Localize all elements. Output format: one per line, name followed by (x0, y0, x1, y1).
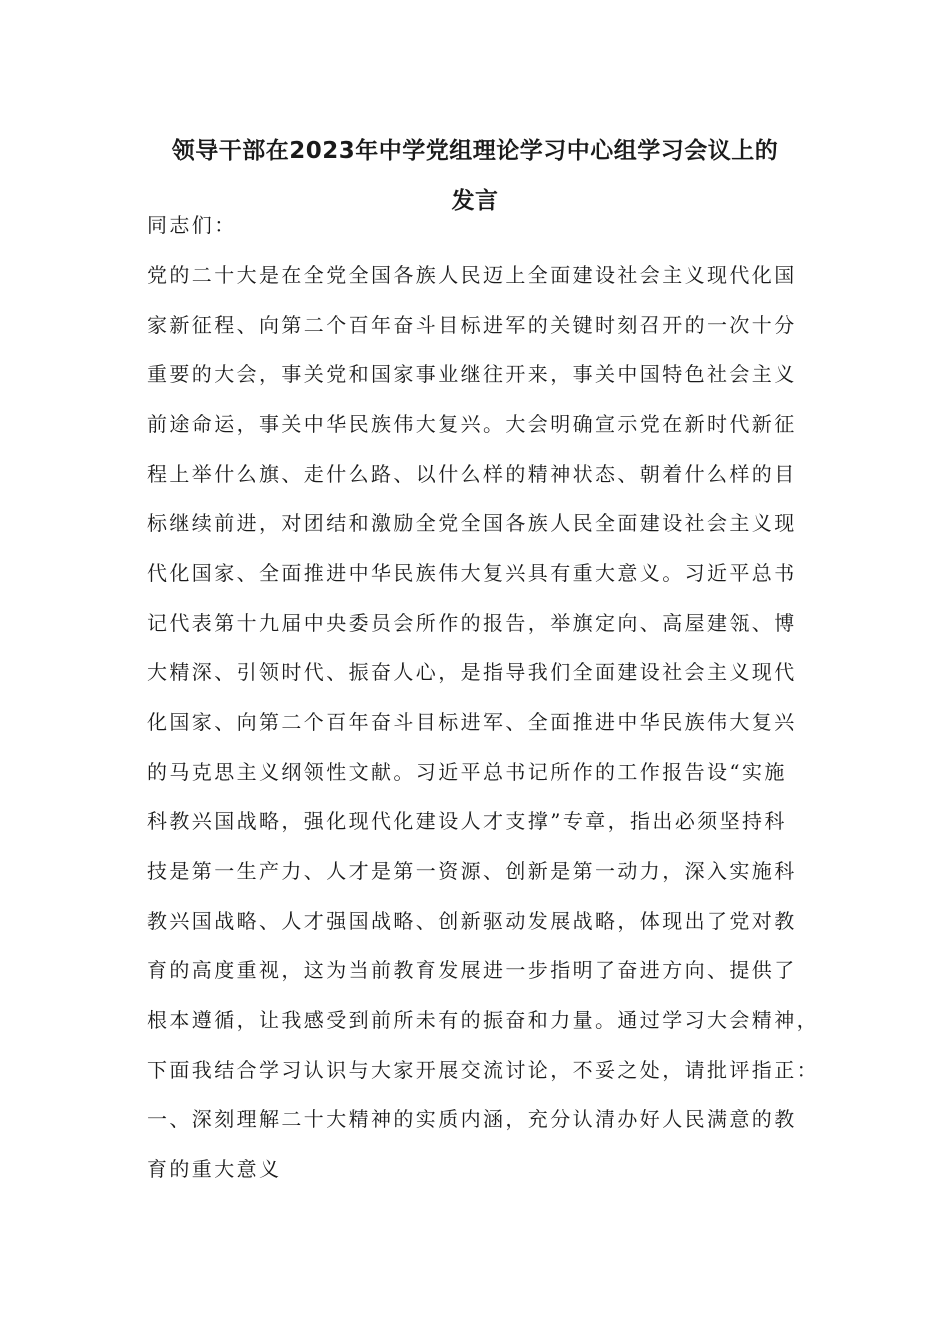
paragraph-line: 代化国家、全面推进中华民族伟大复兴具有重大意义。习近平总书 (147, 561, 797, 585)
document-title-line-2: 发言 (451, 188, 499, 214)
document-title-line-1: 领导干部在2023年中学党组理论学习中心组学习会议上的 (171, 138, 779, 164)
paragraph-line: 大精深、引领时代、振奋人心，是指导我们全面建设社会主义现代 (147, 660, 797, 684)
section-heading-line: 一、深刻理解二十大精神的实质内涵，充分认清办好人民满意的教 (147, 1107, 797, 1131)
paragraph-line: 下面我结合学习认识与大家开展交流讨论，不妥之处，请批评指正： (147, 1058, 819, 1082)
paragraph-line: 程上举什么旗、走什么路、以什么样的精神状态、朝着什么样的目 (147, 462, 797, 486)
paragraph-line: 重要的大会，事关党和国家事业继往开来，事关中国特色社会主义 (147, 362, 797, 386)
paragraph-line: 家新征程、向第二个百年奋斗目标进军的关键时刻召开的一次十分 (147, 313, 797, 337)
paragraph-line: 前途命运，事关中华民族伟大复兴。大会明确宣示党在新时代新征 (147, 412, 797, 436)
paragraph-line: 化国家、向第二个百年奋斗目标进军、全面推进中华民族伟大复兴 (147, 710, 797, 734)
paragraph-line: 育的高度重视，这为当前教育发展进一步指明了奋进方向、提供了 (147, 958, 797, 982)
paragraph-line: 教兴国战略、人才强国战略、创新驱动发展战略，体现出了党对教 (147, 909, 797, 933)
paragraph-line: 科教兴国战略，强化现代化建设人才支撑”专章，指出必须坚持科 (147, 809, 787, 833)
paragraph-line: 的马克思主义纲领性文献。习近平总书记所作的工作报告设“实施 (147, 760, 787, 784)
paragraph-line: 记代表第十九届中央委员会所作的报告，举旗定向、高屋建瓴、博 (147, 611, 797, 635)
paragraph-line: 党的二十大是在全党全国各族人民迈上全面建设社会主义现代化国 (147, 263, 797, 287)
section-heading-line: 育的重大意义 (147, 1157, 282, 1181)
salutation: 同志们： (147, 213, 237, 237)
paragraph-line: 技是第一生产力、人才是第一资源、创新是第一动力，深入实施科 (147, 859, 797, 883)
paragraph-line: 标继续前进，对团结和激励全党全国各族人民全面建设社会主义现 (147, 511, 797, 535)
paragraph-line: 根本遵循，让我感受到前所未有的振奋和力量。通过学习大会精神， (147, 1008, 819, 1032)
